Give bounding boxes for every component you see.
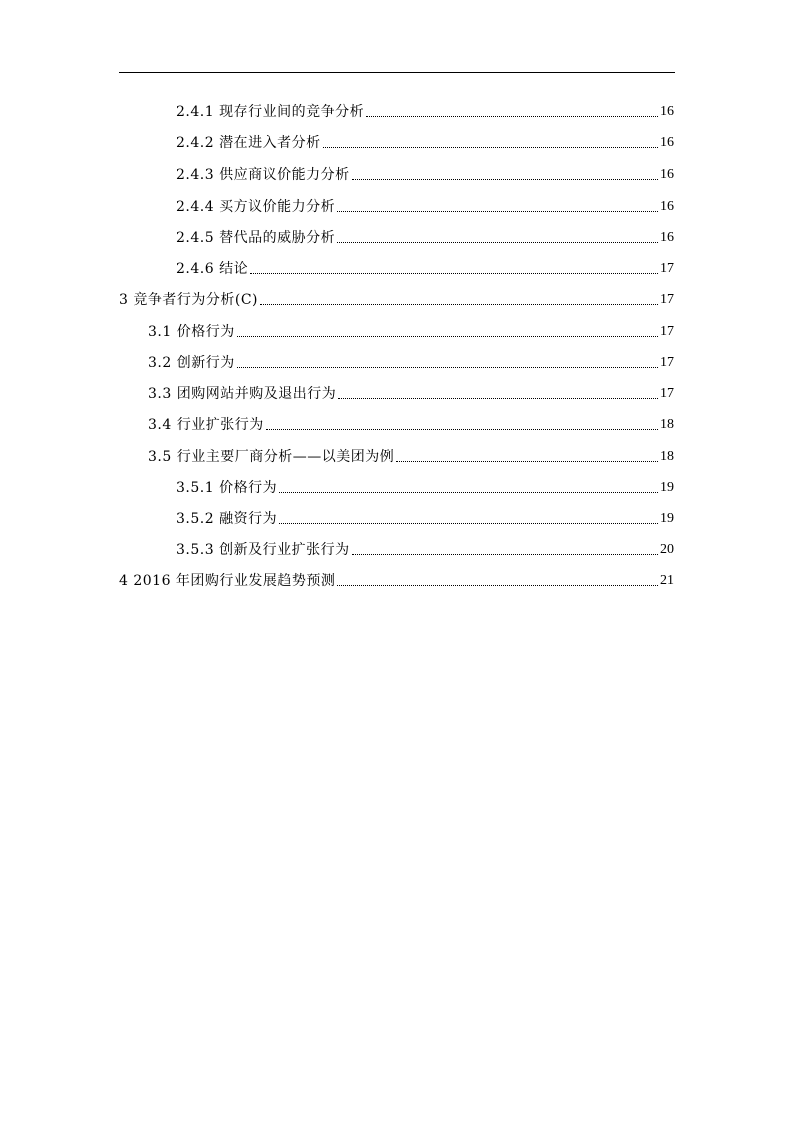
toc-dot-leader [237,366,658,368]
toc-page-number: 16 [660,104,674,119]
toc-row [0,256,794,282]
toc-page-number: 16 [660,135,674,150]
toc-row [0,194,794,220]
toc-page-number: 17 [660,292,674,307]
toc-page-number: 16 [660,199,674,214]
toc-page-number: 16 [660,230,674,245]
toc-dot-leader [337,210,658,212]
toc-entry-4[interactable] [119,568,674,590]
toc-entry-3-3[interactable] [148,381,674,403]
toc-entry-label: 2.4.1 现存行业间的竞争分析 [176,104,365,120]
toc-entry-2-4-5[interactable] [176,225,674,247]
toc-entry-3-2[interactable] [148,350,674,372]
toc-dot-leader [338,397,658,399]
toc-entry-2-4-3[interactable] [176,162,674,184]
toc-entry-label: 3.1 价格行为 [148,324,235,340]
toc-entry-label: 3.5.2 融资行为 [176,511,278,527]
toc-row [0,537,794,563]
toc-entry-label: 3.4 行业扩张行为 [148,417,264,433]
toc-entry-2-4-4[interactable] [176,194,674,216]
toc-page-number: 16 [660,167,674,182]
toc-entry-label: 3.5.3 创新及行业扩张行为 [176,542,350,558]
toc-page-number: 17 [660,355,674,370]
toc-entry-3-5-1[interactable] [176,475,674,497]
toc-dot-leader [260,303,658,305]
toc-row [0,568,794,594]
toc-dot-leader [279,522,658,524]
toc-entry-3-5[interactable] [148,444,674,466]
toc-row [0,319,794,345]
toc-row [0,444,794,470]
toc-entry-label: 2.4.5 替代品的威胁分析 [176,230,336,246]
toc-entry-label: 2.4.4 买方议价能力分析 [176,199,336,215]
toc-entry-label: 3.5 行业主要厂商分析——以美团为例 [148,449,395,465]
toc-dot-leader [237,335,658,337]
toc-dot-leader [352,553,658,555]
toc-entry-label: 4 2016 年团购行业发展趋势预测 [119,573,336,589]
toc-row [0,287,794,313]
toc-page-number: 17 [660,324,674,339]
toc-row [0,99,794,125]
toc-page-number: 20 [660,542,674,557]
toc-entry-label: 3.2 创新行为 [148,355,235,371]
toc-page-number: 21 [660,573,674,588]
toc-dot-leader [279,491,658,493]
header-rule [119,72,675,73]
toc-page-number: 17 [660,261,674,276]
toc-row [0,162,794,188]
toc-dot-leader [250,272,658,274]
toc-dot-leader [337,241,658,243]
toc-entry-3-5-2[interactable] [176,506,674,528]
toc-page-number: 18 [660,449,674,464]
toc-page-number: 19 [660,511,674,526]
toc-page-number: 18 [660,417,674,432]
toc-entry-3-1[interactable] [148,319,674,341]
toc-entry-label: 2.4.6 结论 [176,261,249,277]
toc-dot-leader [396,460,658,462]
toc-page-number: 17 [660,386,674,401]
toc-dot-leader [266,428,658,430]
toc-dot-leader [366,115,658,117]
toc-row [0,475,794,501]
toc-entry-3-4[interactable] [148,412,674,434]
toc-entry-label: 2.4.2 潜在进入者分析 [176,135,321,151]
toc-entry-2-4-6[interactable] [176,256,674,278]
toc-dot-leader [352,178,658,180]
toc-entry-label: 2.4.3 供应商议价能力分析 [176,167,350,183]
toc-entry-3-5-3[interactable] [176,537,674,559]
toc-entry-2-4-1[interactable] [176,99,674,121]
toc-entry-label: 3.3 团购网站并购及退出行为 [148,386,337,402]
toc-entry-label: 3.5.1 价格行为 [176,480,278,496]
toc-page-number: 19 [660,480,674,495]
toc-row [0,130,794,156]
toc-dot-leader [323,146,658,148]
toc-dot-leader [337,584,658,586]
toc-entry-3[interactable] [119,287,674,309]
toc-row [0,506,794,532]
toc-entry-2-4-2[interactable] [176,130,674,152]
toc-row [0,225,794,251]
toc-entry-label: 3 竞争者行为分析(C) [119,292,258,308]
toc-row [0,350,794,376]
toc-row [0,381,794,407]
toc-row [0,412,794,438]
